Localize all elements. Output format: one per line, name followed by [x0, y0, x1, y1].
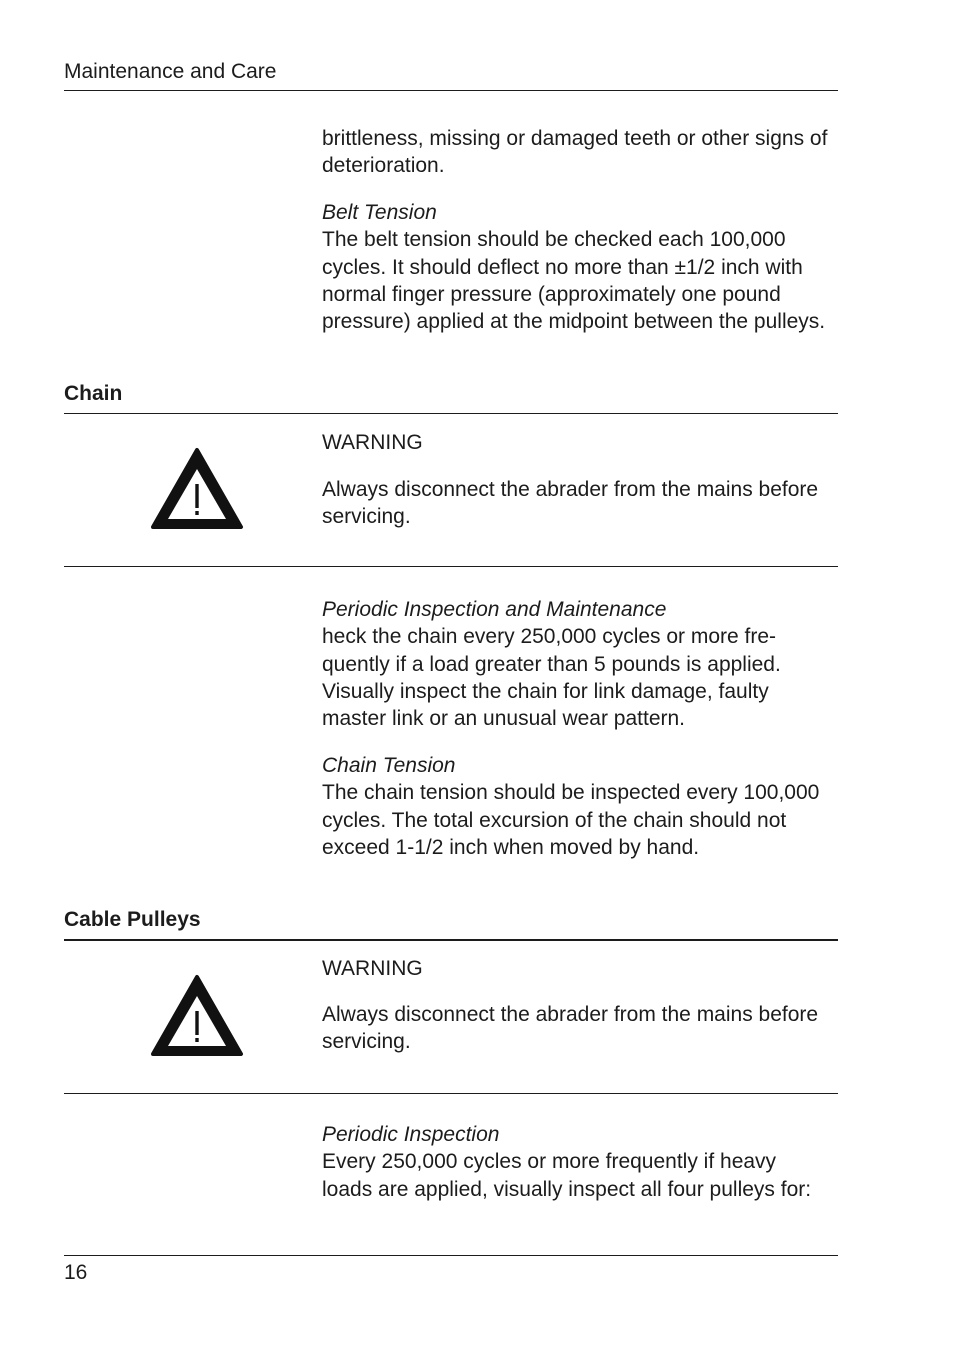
chain-warning-text: Always disconnect the abrader from the mains before servicing. — [322, 478, 819, 529]
warning-triangle-icon — [150, 974, 244, 1058]
intro-text: brittleness, missing or damaged teeth or other signs of deterioration. — [322, 127, 828, 178]
belt-tension-text: The belt tension should be checked each 100,000 cycles. It should deflect no more than ±1/2 inch with normal finger pressure (approximately one pound pressure) applied at the midpoint between the pulleys. — [322, 228, 826, 334]
cable-pulleys-warning-text: Always disconnect the abrader from the mains before servicing. — [322, 1003, 819, 1054]
chain-periodic-block — [322, 596, 838, 732]
section-title-cable-pulleys: Cable Pulleys — [64, 908, 201, 931]
cable-pulleys-periodic-heading: Periodic Inspection — [322, 1123, 500, 1146]
chain-warning-body — [322, 476, 822, 531]
intro-paragraph — [322, 125, 838, 180]
cable-pulleys-warning — [322, 955, 838, 982]
chain-periodic-heading: Periodic Inspection and Maintenance — [322, 598, 667, 621]
cable-pulleys-warning-label: WARNING — [322, 957, 423, 980]
chain-tension-block — [322, 752, 822, 861]
cable-pulleys-warning-body — [322, 1001, 822, 1056]
chain-warning-label: WARNING — [322, 431, 423, 454]
running-header: Maintenance and Care — [64, 60, 277, 83]
page-number: 16 — [64, 1261, 88, 1284]
header-rule — [64, 90, 838, 91]
warning-triangle-icon — [150, 447, 244, 531]
chain-tension-heading: Chain Tension — [322, 754, 456, 777]
chain-warning — [322, 429, 838, 456]
belt-tension-block — [322, 199, 838, 335]
cable-pulleys-periodic-text: Every 250,000 cycles or more frequently if heavy loads are applied, visually inspect all four pulleys for: — [322, 1150, 812, 1201]
chain-periodic-text: heck the chain every 250,000 cycles or more fre-quently if a load greater than 5 pounds is applied. Visually inspect the chain for link damage, faulty master link or an unusual wear pattern. — [322, 625, 781, 731]
footer-rule — [64, 1255, 838, 1256]
cable-pulleys-periodic-block — [322, 1121, 827, 1203]
chain-section-rule — [64, 413, 838, 414]
section-title-chain: Chain — [64, 382, 123, 405]
cable-pulleys-section-rule — [64, 939, 838, 941]
chain-warning-rule — [64, 566, 838, 567]
cable-pulleys-warning-rule — [64, 1093, 838, 1094]
belt-tension-heading: Belt Tension — [322, 201, 437, 224]
chain-tension-text: The chain tension should be inspected every 100,000 cycles. The total excursion of the chain should not exceed 1-1/2 inch when moved by hand. — [322, 781, 820, 859]
